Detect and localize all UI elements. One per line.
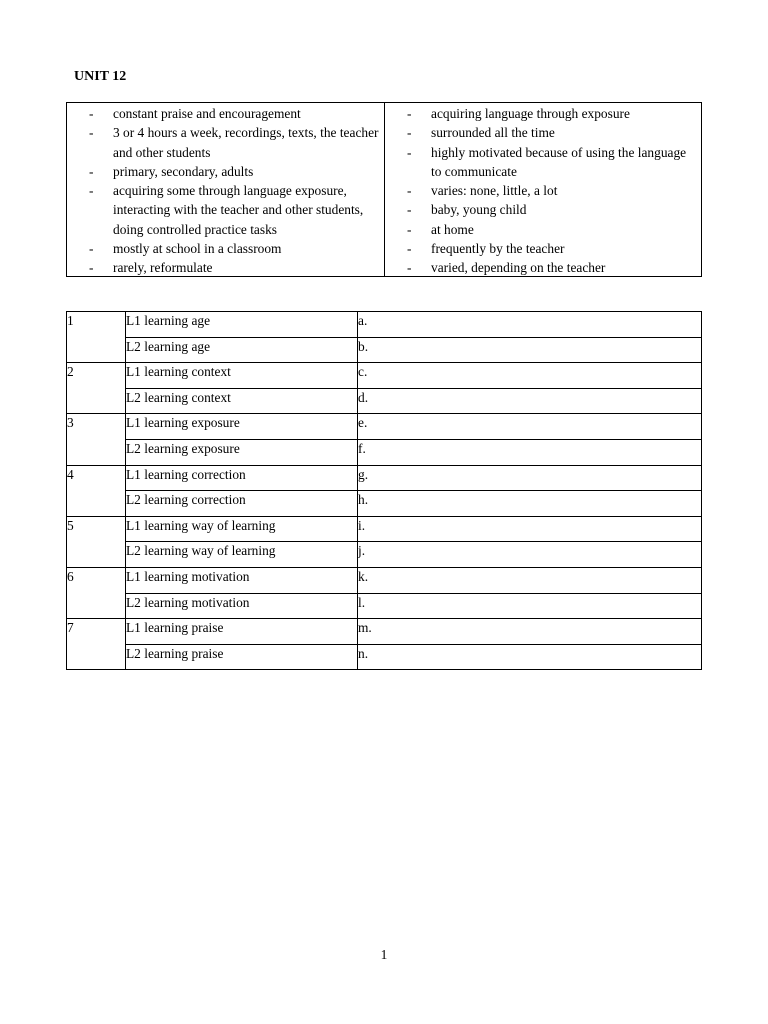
right-options-list — [385, 104, 701, 278]
table-row — [67, 439, 702, 465]
category-cell: L2 learning context — [126, 388, 358, 414]
item-number: 5 — [67, 516, 126, 567]
answer-cell[interactable]: d. — [358, 388, 702, 414]
dash-bullet: - — [407, 106, 412, 121]
answer-cell[interactable]: c. — [358, 363, 702, 389]
table-row — [67, 516, 702, 542]
dash-bullet: - — [407, 260, 412, 276]
answer-cell[interactable]: l. — [358, 593, 702, 619]
list-item — [385, 104, 701, 123]
list-item — [385, 200, 701, 219]
category-cell: L1 learning age — [126, 312, 358, 338]
dash-bullet: - — [89, 183, 94, 199]
answer-cell[interactable]: e. — [358, 414, 702, 440]
dash-bullet: - — [407, 241, 412, 257]
answer-cell[interactable]: f. — [358, 439, 702, 465]
dash-bullet: - — [89, 260, 94, 276]
option-text: acquiring some through language exposure, interacting with the teacher and other students, doing controlled practice tasks — [113, 183, 364, 237]
item-number: 1 — [67, 312, 126, 363]
list-item — [385, 181, 701, 200]
answer-cell[interactable]: b. — [358, 337, 702, 363]
item-number: 6 — [67, 567, 126, 618]
category-cell: L1 learning context — [126, 363, 358, 389]
list-item — [385, 143, 701, 182]
item-number: 4 — [67, 465, 126, 516]
list-item — [67, 258, 384, 277]
table-row — [67, 491, 702, 517]
dash-bullet: - — [407, 202, 412, 218]
list-item — [67, 123, 384, 162]
right-options-column — [385, 103, 701, 276]
option-text: primary, secondary, adults — [113, 163, 254, 179]
answer-cell[interactable]: j. — [358, 542, 702, 568]
dash-bullet: - — [407, 125, 412, 141]
dash-bullet: - — [407, 183, 412, 199]
option-text: frequently by the teacher — [431, 241, 565, 257]
dash-bullet: - — [407, 144, 412, 160]
unit-title: UNIT 12 — [74, 69, 127, 84]
answer-cell[interactable]: m. — [358, 619, 702, 645]
table-row — [67, 567, 702, 593]
table-row — [67, 542, 702, 568]
category-cell: L2 learning exposure — [126, 439, 358, 465]
option-text: at home — [431, 221, 474, 237]
dash-bullet: - — [89, 241, 94, 257]
list-item — [67, 181, 384, 239]
table-row — [67, 465, 702, 491]
category-cell: L1 learning motivation — [126, 567, 358, 593]
table-row — [67, 414, 702, 440]
category-cell: L2 learning praise — [126, 644, 358, 670]
answer-cell[interactable]: n. — [358, 644, 702, 670]
item-number: 7 — [67, 619, 126, 670]
option-text: constant praise and encouragement — [113, 106, 301, 121]
category-cell: L1 learning correction — [126, 465, 358, 491]
answer-options-box — [66, 102, 702, 277]
category-cell: L2 learning correction — [126, 491, 358, 517]
table-row — [67, 644, 702, 670]
list-item — [385, 258, 701, 277]
table-row — [67, 337, 702, 363]
answer-cell[interactable]: h. — [358, 491, 702, 517]
answer-cell[interactable]: g. — [358, 465, 702, 491]
option-text: rarely, reformulate — [113, 260, 213, 276]
option-text: surrounded all the time — [431, 125, 555, 141]
item-number: 2 — [67, 363, 126, 414]
list-item — [385, 123, 701, 142]
table-row — [67, 388, 702, 414]
answer-cell[interactable]: a. — [358, 312, 702, 338]
list-item — [67, 104, 384, 123]
category-cell: L1 learning praise — [126, 619, 358, 645]
option-text: mostly at school in a classroom — [113, 241, 282, 257]
category-cell: L1 learning exposure — [126, 414, 358, 440]
item-number: 3 — [67, 414, 126, 465]
category-cell: L2 learning way of learning — [126, 542, 358, 568]
table-row — [67, 619, 702, 645]
option-text: acquiring language through exposure — [431, 106, 630, 121]
category-cell: L1 learning way of learning — [126, 516, 358, 542]
list-item — [67, 162, 384, 181]
answer-cell[interactable]: k. — [358, 567, 702, 593]
left-options-list — [67, 104, 384, 278]
matching-table — [66, 311, 702, 670]
list-item — [67, 239, 384, 258]
category-cell: L2 learning motivation — [126, 593, 358, 619]
table-row — [67, 312, 702, 338]
list-item — [385, 220, 701, 239]
dash-bullet: - — [89, 163, 94, 179]
left-options-column — [67, 103, 385, 276]
option-text: varies: none, little, a lot — [431, 183, 558, 199]
option-text: highly motivated because of using the language to communicate — [431, 144, 687, 179]
list-item — [385, 239, 701, 258]
table-row — [67, 363, 702, 389]
option-text: varied, depending on the teacher — [431, 260, 606, 276]
option-text: baby, young child — [431, 202, 527, 218]
answer-cell[interactable]: i. — [358, 516, 702, 542]
dash-bullet: - — [89, 106, 94, 121]
dash-bullet: - — [407, 221, 412, 237]
category-cell: L2 learning age — [126, 337, 358, 363]
option-text: 3 or 4 hours a week, recordings, texts, the teacher and other students — [113, 125, 379, 160]
table-row — [67, 593, 702, 619]
page-number: 1 — [380, 947, 388, 962]
dash-bullet: - — [89, 125, 94, 141]
